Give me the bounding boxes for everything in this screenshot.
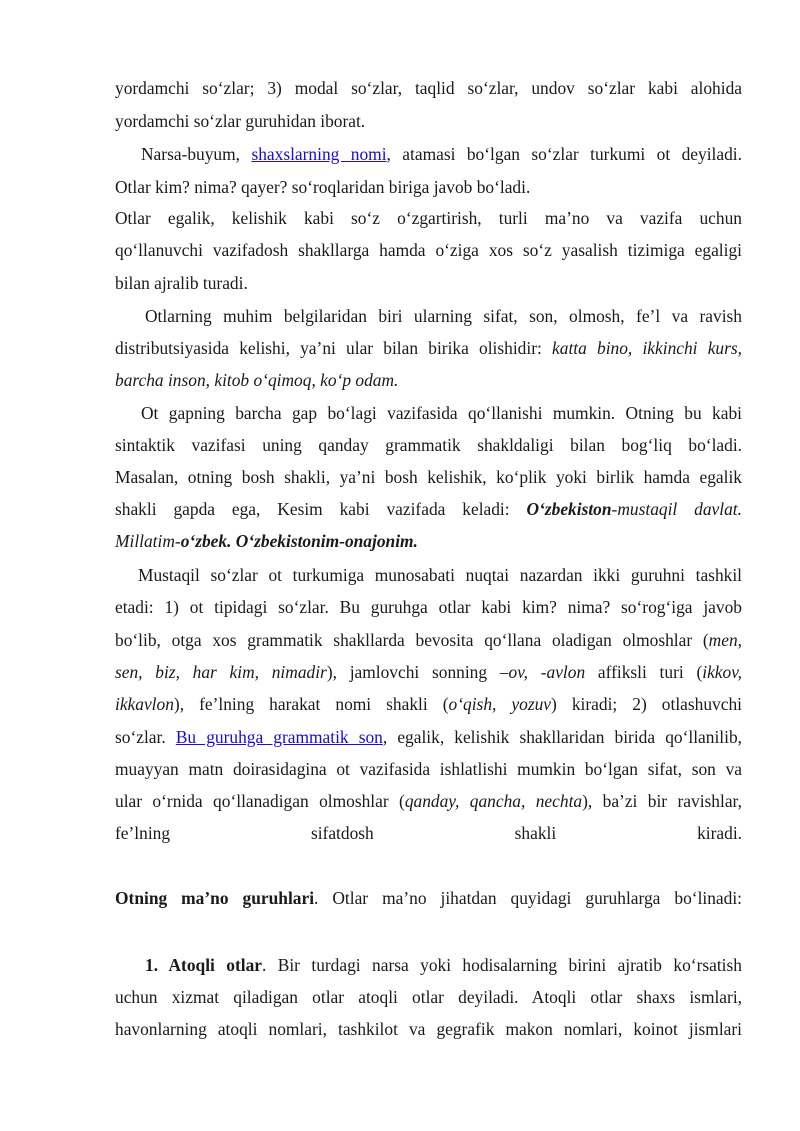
text-line [115, 435, 742, 455]
text-line [115, 694, 742, 714]
text: havonlarning atoqli nomlari, tashkilot va gegrafik makon nomlari, koinot jismlari [115, 1019, 742, 1039]
text: distributsiyasida kelishi, ya’ni ular bilan birika olishidir: [115, 338, 553, 358]
text: , egalik, kelishik shakllaridan birida qo‘llanilib, [382, 727, 742, 747]
text: Otlar kim? nima? qayer? so‘roqlaridan biriga javob bo‘ladi. [115, 177, 531, 197]
text: ular o‘rnida qo‘llanadigan olmoshlar ( [115, 791, 405, 811]
text-line [115, 531, 742, 551]
text-line [115, 759, 742, 779]
italic-example: ikkov, [702, 662, 742, 682]
text-line [115, 727, 742, 747]
italic-example: ov, -avlon [508, 662, 586, 682]
text: bilan ajralib turadi. [115, 273, 248, 293]
text: ) kiradi; 2) otlashuvchi [551, 694, 742, 714]
text-line [138, 565, 742, 585]
text: shakli gapda ega, Kesim kabi vazifada keladi: [115, 499, 527, 519]
italic-example: barcha inson [115, 370, 206, 390]
text: so‘zlar. [115, 727, 176, 747]
text: yordamchi so‘zlar guruhidan iborat. [115, 111, 366, 131]
text: , [205, 370, 215, 390]
text: uchun xizmat qiladigan otlar atoqli otlar deyiladi. Atoqli otlar shaxs ismlari, [115, 987, 742, 1007]
text: yordamchi so‘zlar; 3) modal so‘zlar, taqlid so‘zlar, undov so‘zlar kabi alohida [115, 78, 742, 98]
text: Mustaqil so‘zlar ot turkumiga munosabati nuqtai nazardan ikki guruhni tashkil [138, 565, 742, 585]
subsection-heading: 1. Atoqli otlar [145, 955, 262, 975]
text: Masalan, otning bosh shakli, ya’ni bosh kelishik, ko‘plik yoki birlik hamda egalik [115, 467, 742, 487]
text-line [115, 177, 742, 197]
text: qo‘llanuvchi vazifadosh shakllarga hamda o‘ziga xos so‘z yasalish tizimiga egaligi [115, 240, 742, 260]
text: Narsa-buyum, [141, 144, 252, 164]
text-line [115, 208, 742, 228]
text: bo‘lib, otga xos grammatik shakllarda bevosita qo‘llana oladigan olmoshlar ( [115, 630, 709, 650]
text-line [115, 273, 742, 293]
hyperlink-grammatik-son[interactable]: Bu guruhga grammatik son [175, 727, 383, 747]
italic-example: -mustaqil davlat. [611, 499, 742, 519]
text-line [115, 662, 742, 682]
text-line [115, 888, 742, 908]
italic-example: ko‘p odam. [320, 370, 399, 390]
text-line [141, 403, 742, 423]
text-line [115, 987, 742, 1007]
italic-example: sen, biz, har kim, nimadir [115, 662, 327, 682]
text: Otlar egalik, kelishik kabi so‘z o‘zgartirish, turli ma’no va vazifa uchun [115, 208, 742, 228]
text: affiksli turi ( [585, 662, 703, 682]
italic-example: kitob o‘qimoq [214, 370, 312, 390]
text: Ot gapning barcha gap bo‘lagi vazifasida qo‘llanishi mumkin. Otning bu kabi [141, 403, 742, 423]
text-line [115, 111, 742, 131]
text-line [115, 338, 742, 358]
text-line [115, 467, 742, 487]
text: etadi: 1) ot tipidagi so‘zlar. Bu guruhga otlar kabi kim? nima? so‘rog‘iga javob [115, 597, 742, 617]
hyperlink-shaxslarning-nomi[interactable]: shaxslarning nomi [251, 144, 387, 164]
text: , [311, 370, 321, 390]
text-line [115, 597, 742, 617]
text-line [141, 144, 742, 164]
text: , atamasi bo‘lgan so‘zlar turkumi ot deyiladi. [386, 144, 742, 164]
text: ), ba’zi bir ravishlar, [582, 791, 742, 811]
italic-example: men, [708, 630, 742, 650]
text: ), jamlovchi sonning – [326, 662, 509, 682]
italic-example: ikkavlon [115, 694, 174, 714]
text: . Otlar ma’no jihatdan quyidagi guruhlarga bo‘linadi: [314, 888, 743, 908]
italic-example: Millatim- [115, 531, 181, 551]
text-line [145, 306, 742, 326]
text-line [115, 630, 742, 650]
text-line [115, 370, 742, 390]
italic-example: katta bino, ikkinchi kurs, [552, 338, 743, 358]
text: ), fe’lning harakat nomi shakli ( [173, 694, 449, 714]
text: sintaktik vazifasi uning qanday grammatik shakldaligi bilan bog‘liq bo‘ladi. [115, 435, 742, 455]
text-line [115, 1019, 742, 1039]
text: muayyan matn doirasidagina ot vazifasida ishlatlishi mumkin bo‘lgan sifat, son va [115, 759, 742, 779]
text-line [115, 791, 742, 811]
italic-example: o‘qish, yozuv [448, 694, 552, 714]
section-heading: Otning ma’no guruhlari [115, 888, 315, 908]
text-line [115, 823, 742, 843]
text-line [145, 955, 742, 975]
text-line [115, 78, 742, 98]
text: fe’lning sifatdosh shakli kiradi. [115, 823, 742, 843]
text: Otlarning muhim belgilaridan biri ularning sifat, son, olmosh, fe’l va ravish [145, 306, 742, 326]
bold-italic-example: O‘zbekiston [526, 499, 612, 519]
bold-italic-example: o‘zbek. O‘zbekistonim-onajonim. [180, 531, 418, 551]
text-line [115, 499, 742, 519]
italic-example: qanday, qancha, nechta [404, 791, 583, 811]
text: . Bir turdagi narsa yoki hodisalarning birini ajratib ko‘rsatish [262, 955, 742, 975]
text-line [115, 240, 742, 260]
